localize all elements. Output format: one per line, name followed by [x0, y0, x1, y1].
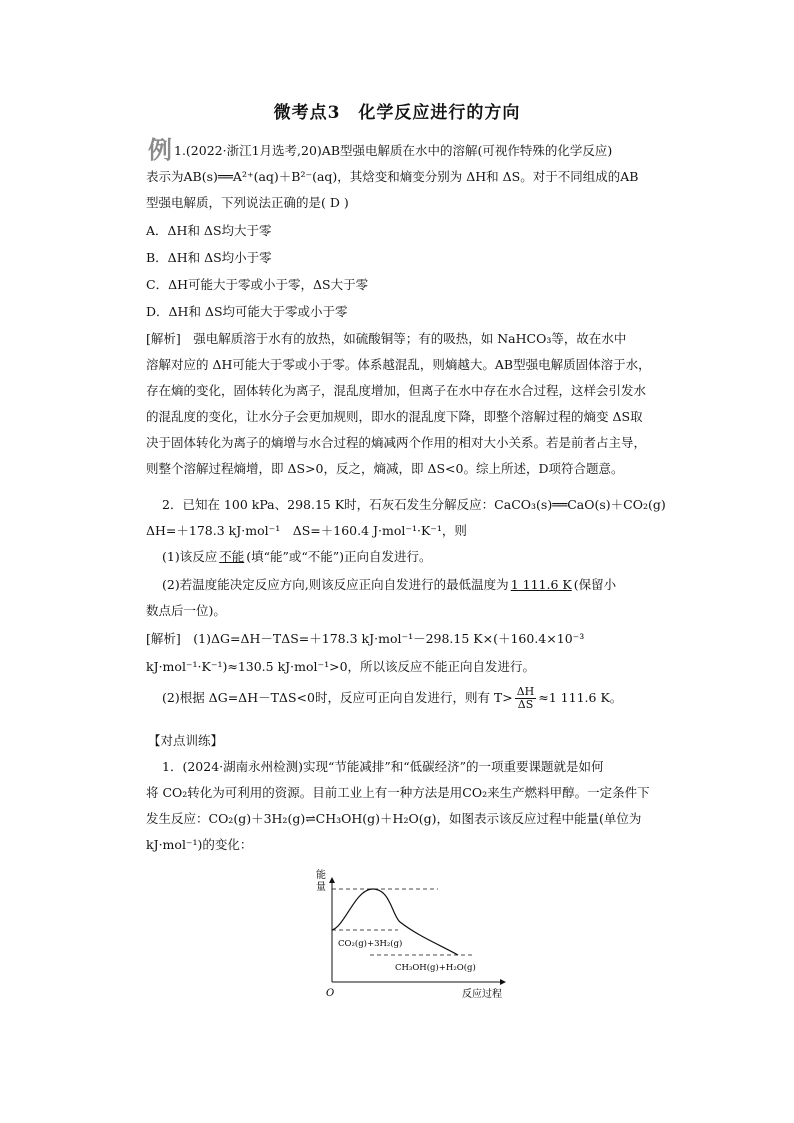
delta-fraction: [515, 686, 537, 711]
q2-part-2: [162, 576, 616, 594]
x-axis-label: 反应过程: [462, 989, 502, 1000]
example-mark: 例: [148, 136, 172, 164]
q2-analysis-3-prefix: (2)根据 ΔG=ΔH－TΔS<0时，反应可正向自发进行，则有 T>: [162, 690, 513, 705]
q1-analysis-4: 的混乱度的变化，让水分子会更加规则，即水的混乱度下降，即整个溶解过程的熵变 ΔS取: [146, 409, 643, 424]
q1-option-d: D．ΔH和 ΔS均可能大于零或小于零: [146, 304, 348, 319]
q1-analysis-2: 溶解对应的 ΔH可能大于零或小于零。体系越混乱，则熵越大。AB型强电解质固体溶于水，: [146, 357, 651, 372]
q2-line-2: ΔH=＋178.3 kJ·mol⁻¹ ΔS=＋160.4 J·mol⁻¹·K⁻¹，则: [146, 523, 467, 538]
origin-label: O: [326, 988, 335, 999]
q2-analysis-3: [162, 686, 622, 711]
page-title: 微考点3 化学反应进行的方向: [273, 103, 521, 123]
y-axis-label-1: 能: [316, 870, 326, 881]
q2-part-1-answer: 不能: [219, 549, 245, 564]
practice-line-4: kJ·mol⁻¹)的变化：: [146, 837, 253, 852]
practice-line-1: 1．(2024·湖南永州检测)实现“节能减排”和“低碳经济”的一项重要课题就是如何: [162, 759, 604, 774]
q1-analysis-5: 决于固体转化为离子的熵增与水合过程的熵减两个作用的相对大小关系。若是前者占主导，: [146, 435, 647, 450]
q2-part-2-line-2: 数点后一位)。: [146, 603, 226, 618]
fraction-denominator: ΔS: [517, 698, 534, 711]
fraction-numerator: ΔH: [516, 685, 535, 698]
q2-analysis-3-suffix: ≈1 111.6 K。: [538, 690, 623, 705]
q1-analysis-3: 存在熵的变化，固体转化为离子，混乱度增加，但离子在水中存在水合过程，这样会引发水: [146, 383, 647, 398]
y-axis-label-2: 量: [316, 882, 326, 893]
q1-option-a: A．ΔH和 ΔS均大于零: [146, 223, 272, 238]
q2-part-1-prefix: (1)该反应: [162, 549, 218, 564]
reactants-label: CO₂(g)+3H₂(g): [338, 939, 403, 949]
q1-analysis-1: [解析] 强电解质溶于水有的放热，如硫酸铜等；有的吸热，如 NaHCO₃等，故在水中: [146, 331, 627, 346]
q1-analysis-6: 则整个溶解过程熵增，即 ΔS>0，反之，熵减，即 ΔS<0。综上所述，D项符合题意。: [146, 461, 624, 476]
q2-line-1: 2．已知在 100 kPa、298.15 K时，石灰石发生分解反应：CaCO₃(s)══CaO(s)＋CO₂(g): [162, 497, 666, 512]
q1-line-2: 表示为AB(s)══A²⁺(aq)＋B²⁻(aq)，其焓变和熵变分别为 ΔH和 ΔS。对于不同组成的AB: [146, 169, 639, 184]
products-label: CH₃OH(g)+H₂O(g): [395, 963, 476, 973]
q2-part-2-prefix: (2)若温度能决定反应方向,则该反应正向自发进行的最低温度为: [162, 577, 509, 592]
q2-analysis-1: [解析] (1)ΔG=ΔH－TΔS=＋178.3 kJ·mol⁻¹－298.15 K×(＋160.4×10⁻³: [146, 631, 585, 646]
q2-part-1-suffix: (填“能”或“不能”)正向自发进行。: [246, 549, 432, 564]
practice-line-3: 发生反应：CO₂(g)＋3H₂(g)⇌CH₃OH(g)＋H₂O(g)，如图表示该反应过程中能量(单位为: [146, 811, 642, 826]
practice-line-2: 将 CO₂转化为可利用的资源。目前工业上有一种方法是用CO₂来生产燃料甲醇。一定条件下: [146, 785, 650, 800]
q1-option-c: C．ΔH可能大于零或小于零，ΔS大于零: [146, 277, 369, 292]
q2-part-1: [162, 548, 432, 566]
energy-diagram: [300, 860, 520, 1010]
practice-header: 【对点训练】: [148, 733, 224, 748]
q1-line-3: 型强电解质，下列说法正确的是( D ): [146, 195, 349, 210]
q2-part-2-suffix: (保留小: [573, 577, 617, 592]
q2-analysis-2: kJ·mol⁻¹·K⁻¹)≈130.5 kJ·mol⁻¹>0，所以该反应不能正向自发进行。: [146, 659, 536, 674]
q1-option-b: B．ΔH和 ΔS均小于零: [146, 250, 272, 265]
q1-line-1: 1.(2022·浙江1月选考,20)AB型强电解质在水中的溶解(可视作特殊的化学反应): [174, 143, 613, 158]
q2-part-2-answer: 1 111.6 K: [510, 577, 572, 592]
